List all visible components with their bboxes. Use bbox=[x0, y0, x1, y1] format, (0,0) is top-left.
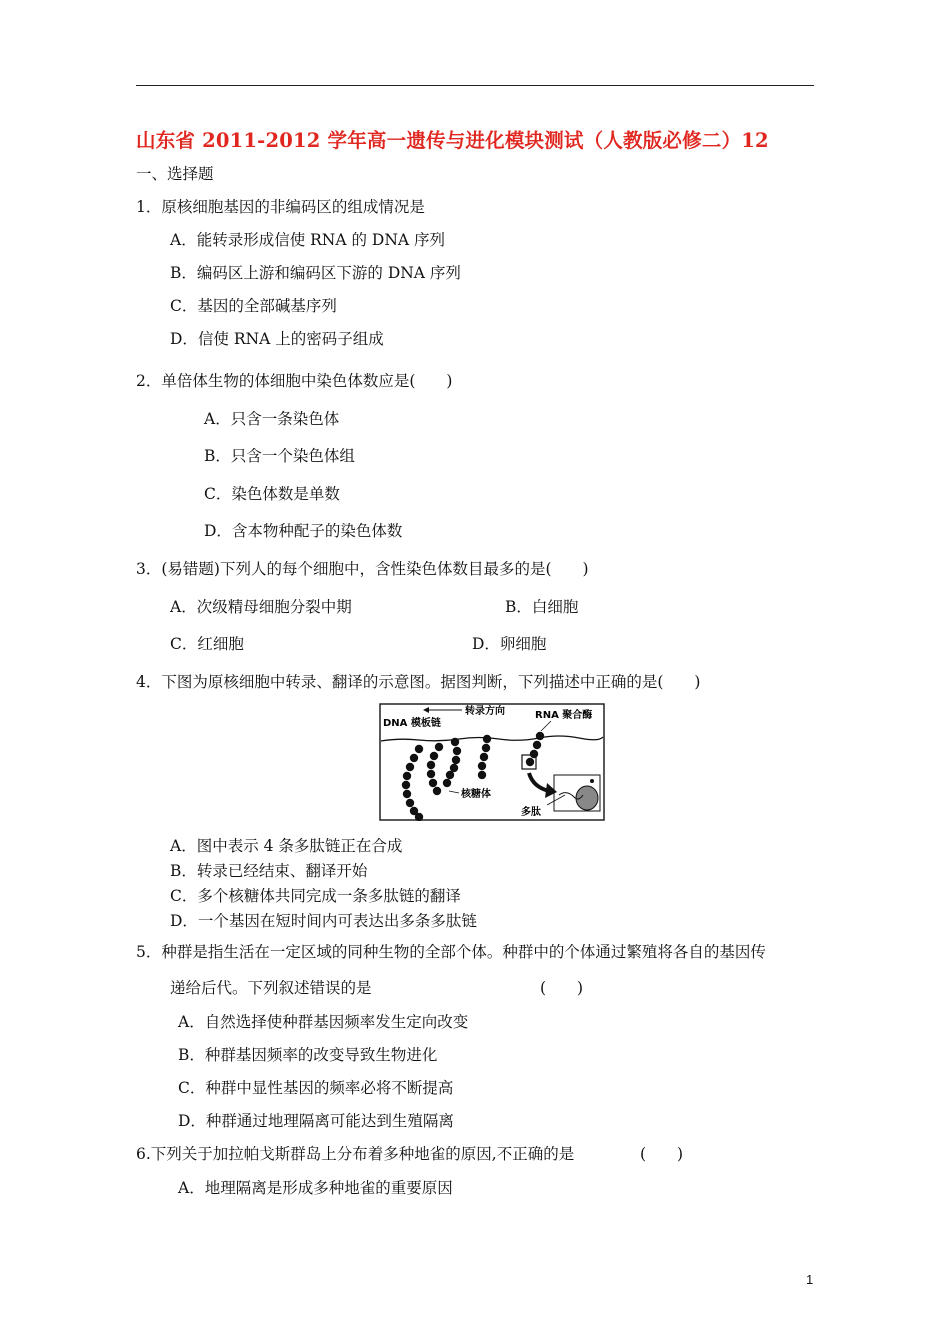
q4-option-c: C．多个核糖体共同完成一条多肽链的翻译 bbox=[170, 887, 461, 905]
q3-option-d: D．卵细胞 bbox=[472, 635, 547, 653]
q3-option-b: B．白细胞 bbox=[505, 598, 579, 616]
label-peptide: 多肽 bbox=[521, 807, 541, 818]
q3-option-a: A．次级精母细胞分裂中期 bbox=[170, 598, 352, 616]
q6-option-a: A．地理隔离是形成多种地雀的重要原因 bbox=[178, 1179, 453, 1197]
transcription-translation-figure bbox=[379, 703, 605, 821]
q4-option-b: B．转录已经结束、翻译开始 bbox=[170, 862, 368, 880]
q4-option-d: D．一个基因在短时间内可表达出多条多肽链 bbox=[170, 912, 477, 930]
q5-option-b: B．种群基因频率的改变导致生物进化 bbox=[178, 1046, 438, 1064]
header-rule bbox=[136, 85, 814, 86]
q5-stem-line1: 5．种群是指生活在一定区域的同种生物的全部个体。种群中的个体通过繁殖将各自的基因传 bbox=[136, 943, 766, 961]
q6-stem: 6.下列关于加拉帕戈斯群岛上分布着多种地雀的原因,不正确的是 bbox=[136, 1145, 575, 1163]
q5-option-d: D．种群通过地理隔离可能达到生殖隔离 bbox=[178, 1112, 454, 1130]
q5-option-a: A．自然选择使种群基因频率发生定向改变 bbox=[178, 1013, 469, 1031]
q3-option-c: C．红细胞 bbox=[170, 635, 244, 653]
q2-option-d: D．含本物种配子的染色体数 bbox=[204, 522, 403, 540]
q4-option-a: A．图中表示 4 条多肽链正在合成 bbox=[170, 837, 403, 855]
q2-option-a: A．只含一条染色体 bbox=[204, 410, 340, 428]
q4-stem: 4．下图为原核细胞中转录、翻译的示意图。据图判断，下列描述中正确的是( ) bbox=[136, 673, 701, 691]
q1-stem: 1．原核细胞基因的非编码区的组成情况是 bbox=[136, 198, 425, 216]
page-title: 山东省 2011-2012 学年高一遗传与进化模块测试（人教版必修二）12 bbox=[136, 129, 769, 152]
q6-answer-paren: ( ) bbox=[640, 1145, 684, 1163]
q3-stem: 3．(易错题)下列人的每个细胞中，含性染色体数目最多的是( ) bbox=[136, 560, 589, 578]
q5-stem-line2: 递给后代。下列叙述错误的是 bbox=[170, 979, 372, 997]
q1-option-c: C．基因的全部碱基序列 bbox=[170, 297, 337, 315]
label-template: DNA 模板链 bbox=[383, 718, 441, 729]
page-number: 1 bbox=[806, 1272, 814, 1287]
label-polymerase: RNA 聚合酶 bbox=[535, 710, 593, 721]
q5-option-c: C．种群中显性基因的频率必将不断提高 bbox=[178, 1079, 454, 1097]
q1-option-d: D．信使 RNA 上的密码子组成 bbox=[170, 330, 384, 348]
section-heading: 一、选择题 bbox=[136, 165, 214, 183]
q2-option-b: B．只含一个染色体组 bbox=[204, 447, 355, 465]
q1-option-a: A．能转录形成信使 RNA 的 DNA 序列 bbox=[170, 231, 446, 249]
q1-option-b: B．编码区上游和编码区下游的 DNA 序列 bbox=[170, 264, 461, 282]
label-direction: 转录方向 bbox=[465, 706, 505, 717]
q5-answer-paren: ( ) bbox=[540, 979, 584, 997]
label-ribosome: 核糖体 bbox=[461, 789, 491, 800]
q2-option-c: C．染色体数是单数 bbox=[204, 485, 340, 503]
q2-stem: 2．单倍体生物的体细胞中染色体数应是( ) bbox=[136, 372, 453, 390]
